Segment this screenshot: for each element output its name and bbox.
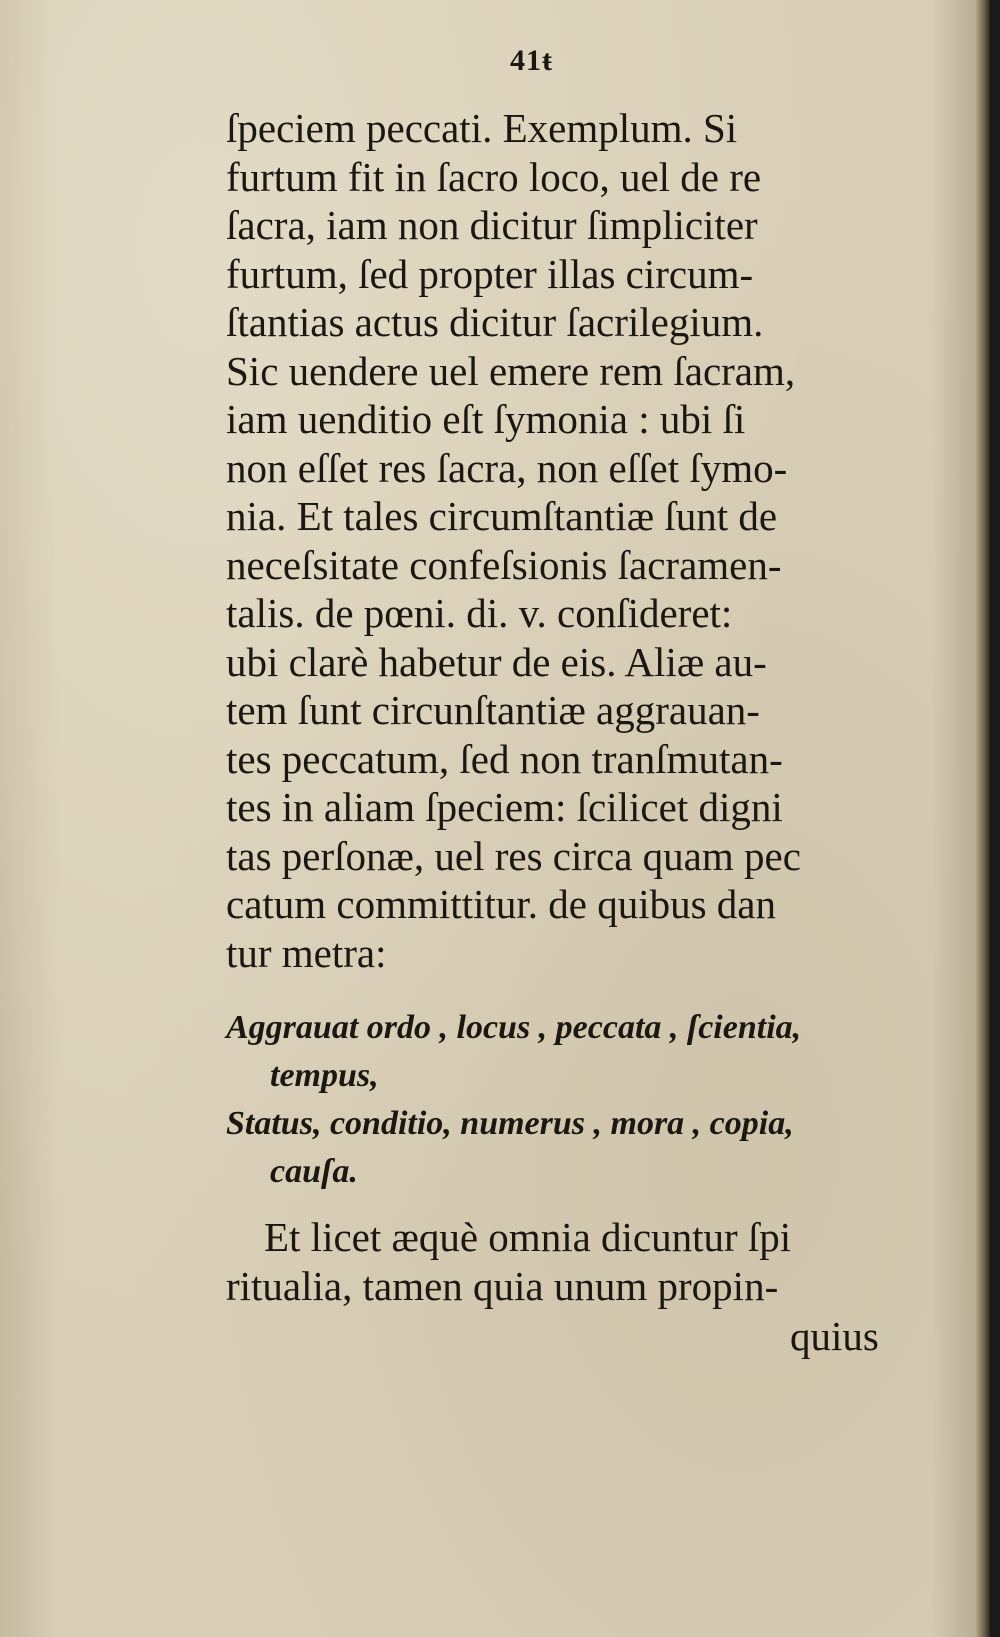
verse-line: Status, conditio, numerus , mora , copia, <box>226 1105 794 1142</box>
text-line: ſtantias actus dicitur ſacrilegium. <box>226 299 764 345</box>
text-line: ritualia, tamen quia unum propin- <box>226 1263 779 1309</box>
verse-line: cauſa. <box>270 1153 358 1190</box>
verse-block <box>226 1004 886 1196</box>
text-line: catum committitur. de quibus dan <box>226 881 776 927</box>
body-text <box>226 104 886 977</box>
catchword: quius <box>790 1313 879 1359</box>
text-line: tas perſonæ, uel res circa quam pec <box>226 832 801 879</box>
text-line: non eſſet res ſacra, non eſſet ſymo- <box>226 444 788 491</box>
text-line: ubi clarè habetur de eis. Aliæ au- <box>226 638 767 685</box>
text-line: furtum, ſed propter illas circum- <box>226 250 754 297</box>
text-line: ſpeciem peccati. Exemplum. Si <box>226 105 738 151</box>
text-line: furtum fit in ſacro loco, uel de re <box>226 153 762 200</box>
text-line: tem ſunt circunſtantiæ aggrauan- <box>226 687 760 733</box>
text-line: tes peccatum, ſed non tranſmutan- <box>226 735 783 782</box>
page-edge-shadow <box>976 0 990 1637</box>
text-line: talis. de pœni. di. v. conſideret: <box>226 590 733 636</box>
text-line: tur metra: <box>226 929 387 976</box>
text-line: tes in aliam ſpeciem: ſcilicet digni <box>226 784 783 830</box>
page-number: 41ŧ <box>510 44 553 77</box>
text-line: Et licet æquè omnia dicuntur ſpi <box>264 1214 792 1260</box>
text-line: ſacra, iam non dicitur ſimpliciter <box>226 202 758 248</box>
text-line: Sic uendere uel emere rem ſacram, <box>226 347 796 394</box>
text-line: nia. Et tales circumſtantiæ ſunt de <box>226 493 778 539</box>
verse-line: Aggrauat ordo , locus , peccata , ſcientia, <box>226 1009 802 1046</box>
paragraph <box>226 1213 886 1311</box>
text-line: neceſsitate confeſsionis ſacramen- <box>226 541 782 588</box>
verse-line: tempus, <box>270 1057 379 1094</box>
text-line: iam uenditio eſt ſymonia : ubi ſi <box>226 396 746 442</box>
